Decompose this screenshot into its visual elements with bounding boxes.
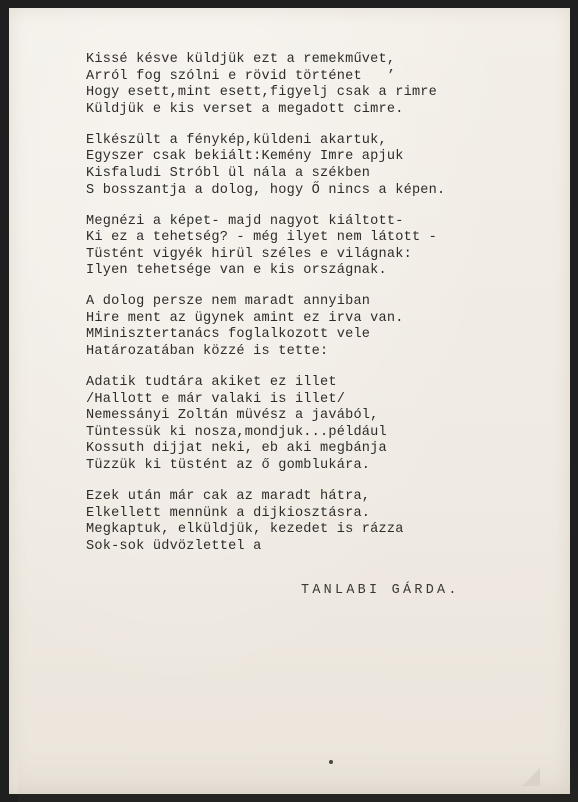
- signature: TANLABI GÁRDA.: [301, 583, 460, 598]
- poem-line: Ezek után már cak az maradt hátra,: [86, 489, 371, 505]
- poem-line: Kossuth dijjat neki, eb aki megbánja: [86, 441, 387, 457]
- poem-line: Ilyen tehetsége van e kis országnak.: [86, 263, 387, 279]
- paper-bottom-shading: [18, 748, 578, 802]
- poem-line: Tüntessük ki nosza,mondjuk...például: [86, 424, 387, 440]
- poem-line: Megnézi a képet- majd nagyot kiáltott-: [86, 213, 404, 229]
- poem-line: Kissé késve küldjük ezt a remekművet,: [86, 52, 396, 67]
- stanza: [86, 52, 445, 118]
- poem-line: Elkészült a fénykép,küldeni akartuk,: [86, 132, 387, 148]
- poem-line: Adatik tudtára akiket ez illet: [86, 375, 337, 391]
- poem-line: Arról fog szólni e rövid történet ’: [86, 68, 396, 84]
- poem-line: Hogy esett,mint esett,figyelj csak a rimre: [86, 85, 438, 101]
- stanza: [86, 294, 445, 360]
- poem: [86, 52, 445, 570]
- poem-line: Határozatában közzé is tette:: [86, 344, 329, 360]
- poem-line: /Hallott e már valaki is illet/: [86, 391, 346, 407]
- poem-line: Hire ment az ügynek amint ez irva van.: [86, 310, 404, 326]
- poem-line: Küldjük e kis verset a megadott cimre.: [86, 101, 404, 117]
- poem-line: Ki ez a tehetség? - még ilyet nem látott -: [86, 230, 438, 246]
- poem-line: Egyszer csak bekiált:Kemény Imre apjuk: [86, 149, 404, 165]
- stanza: [86, 133, 445, 199]
- poem-line: Nemessányi Zoltán müvész a javából,: [86, 408, 379, 424]
- poem-line: A dolog persze nem maradt annyiban: [86, 294, 371, 310]
- stanza: [86, 489, 445, 555]
- poem-line: Tüzzük ki tüstént az ő gomblukára.: [86, 458, 371, 474]
- folded-corner: [522, 768, 540, 786]
- stanza: [86, 214, 445, 280]
- poem-line: Kisfaludi Stróbl ül nála a székben: [86, 165, 371, 181]
- poem-line: Tüstént vigyék hirül széles e világnak:: [86, 246, 412, 262]
- poem-line: S bosszantja a dolog, hogy Ő nincs a képen.: [86, 182, 446, 198]
- ink-dot: [329, 760, 333, 764]
- poem-line: Elkellett mennünk a dijkiosztásra.: [86, 505, 371, 521]
- poem-line: MMinisztertanács foglalkozott vele: [86, 327, 371, 343]
- poem-line: Sok-sok üdvözlettel a: [86, 538, 262, 554]
- stanza: [86, 375, 445, 475]
- poem-line: Megkaptuk, elküldjük, kezedet is rázza: [86, 522, 404, 538]
